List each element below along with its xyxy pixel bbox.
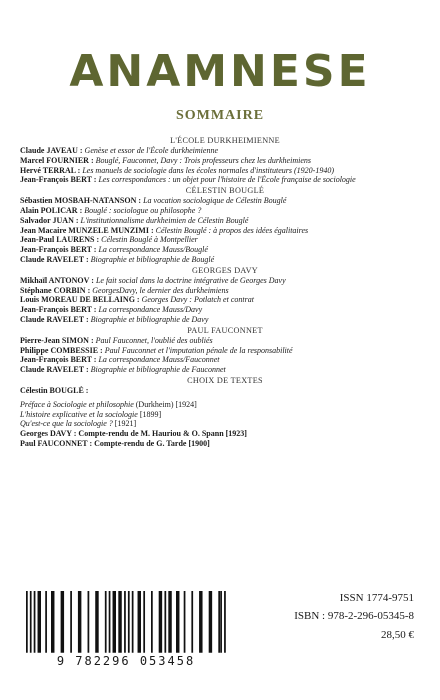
barcode-bar (61, 591, 64, 653)
barcode-bar (199, 591, 202, 653)
author: Hervé TERRAL (20, 165, 76, 175)
barcode-bar (159, 591, 162, 653)
work-title: Genèse et essor de l'École durkheimienne (84, 146, 218, 155)
barcode-bar (164, 591, 166, 653)
author: Claude RAVELET (20, 365, 84, 375)
list-item: Claude RAVELET : Biographie et bibliographie de Fauconnet (20, 365, 226, 375)
work-title: Qu'est-ce que la sociologie ? (20, 419, 113, 429)
barcode-bar (168, 591, 171, 653)
barcode-bar (132, 591, 134, 653)
barcode-bar (184, 591, 186, 653)
author: Pierre-Jean SIMON (20, 335, 89, 345)
work-title: Préface à Sociologie et philosophie (20, 399, 134, 409)
work-title: Georges Davy : Potlatch et contrat (141, 295, 254, 305)
section-heading: L'ÉCOLE DURKHEIMIENNE (170, 136, 280, 145)
author: Marcel FOURNIER (20, 155, 89, 165)
work-note: (Durkheim) [1924] (133, 399, 197, 409)
list-item: Philippe COMBESSIE : Paul Fauconnet et l'imputation pénale de la responsabilité (20, 345, 293, 355)
barcode-bar (78, 591, 81, 653)
author: Sébastien MOSBAH-NATANSON (20, 196, 137, 206)
work-title: La correspondance Mauss/Bouglé (98, 245, 208, 255)
barcode-bar (220, 591, 222, 653)
barcode-bar (191, 591, 193, 653)
table-of-contents (20, 135, 430, 449)
list-item: Pierre-Jean SIMON : Paul Fauconnet, l'oublié des oubliés (20, 335, 213, 345)
work-note: [1921] (112, 419, 137, 429)
section-heading: CHOIX DE TEXTES (187, 375, 263, 385)
author: Jean-François BERT (20, 245, 92, 255)
barcode-bar (51, 591, 54, 653)
work-title: Biographie et bibliographie de Davy (90, 314, 209, 324)
barcode-bar (26, 591, 28, 653)
barcode-bar (109, 591, 111, 653)
author: Philippe COMBESSIE (20, 345, 99, 355)
isbn: ISBN : 978-2-296-05345-8 (294, 610, 414, 622)
work-title: GeorgesDavy, le dernier des durkheimiens (92, 285, 229, 295)
work-title: Bouglé : sociologue ou philosophe ? (84, 205, 202, 215)
barcode-bar (218, 591, 220, 653)
work-title: Biographie et bibliographie de Bouglé (90, 254, 215, 264)
barcode-bar (88, 591, 90, 653)
issn: ISSN 1774-9751 (339, 592, 414, 604)
barcode-bar (113, 591, 116, 653)
list-item: Salvador JUAN : L'institutionnalisme durkheimien de Célestin Bouglé (20, 215, 249, 225)
list-item: Alain POLICAR : Bouglé : sociologue ou philosophe ? (20, 205, 202, 215)
choix-author: Célestin BOUGLÉ : (20, 385, 89, 395)
barcode-bar (138, 591, 141, 653)
author: Salvador JUAN (20, 215, 74, 225)
barcode-bar (34, 591, 36, 653)
journal-title: ANAMNESE (69, 46, 371, 97)
list-item: Hervé TERRAL : Les manuels de sociologie dans les écoles normales d'instituteurs (1920-1940) (20, 165, 334, 175)
work-title: Célestin Bouglé : à propos des idées égalitaires (155, 225, 309, 235)
list-item: Jean Macaire MUNZELE MUNZIMI : Célestin Bouglé : à propos des idées égalitaires (20, 225, 309, 235)
author: Mikhaïl ANTONOV (20, 275, 90, 285)
list-item: Sébastien MOSBAH-NATANSON : La vocation sociologique de Célestin Bouglé (20, 196, 287, 206)
work-title: La vocation sociologique de Célestin Bouglé (143, 196, 287, 206)
work-title: Le fait social dans la doctrine intégrative de Georges Davy (95, 275, 286, 285)
author: Claude JAVEAU (20, 146, 78, 155)
review-item: Georges DAVY : Compte-rendu de M. Hauriou & O. Spann [1923] (20, 429, 247, 439)
work-title: L'institutionnalisme durkheimien de Célestin Bouglé (80, 215, 249, 225)
barcode-bar (151, 591, 153, 653)
author: Louis MOREAU DE BELLAING (20, 295, 135, 305)
barcode-bar (209, 591, 212, 653)
author: Jean-François BERT (20, 175, 92, 185)
author: Jean-François BERT (20, 305, 92, 315)
barcode-bar (118, 591, 121, 653)
barcode-bar (105, 591, 107, 653)
list-item: Claude RAVELET : Biographie et bibliographie de Davy (20, 314, 209, 324)
work-title: Célestin Bouglé à Montpellier (101, 235, 198, 245)
author: Jean Macaire MUNZELE MUNZIMI (20, 225, 149, 235)
list-item: Louis MOREAU DE BELLAING : Georges Davy : Potlatch et contrat (20, 295, 254, 305)
work-note: [1899] (137, 409, 162, 419)
list-item: Mikhaïl ANTONOV : Le fait social dans la doctrine intégrative de Georges Davy (20, 275, 286, 285)
sommaire-heading: SOMMAIRE (175, 108, 265, 123)
barcode-bar (224, 591, 226, 653)
barcode-bar (38, 591, 41, 653)
list-item: Stéphane CORBIN : GeorgesDavy, le dernier des durkheimiens (20, 285, 229, 295)
barcode (20, 591, 232, 657)
author: Claude RAVELET (20, 314, 84, 324)
list-item: Jean-François BERT : La correspondance Mauss/Bouglé (20, 245, 208, 255)
section-heading: GEORGES DAVY (192, 265, 258, 275)
section-heading: CÉLESTIN BOUGLÉ (185, 186, 265, 196)
work-title: Bouglé, Fauconnet, Davy : Trois professeurs chez les durkheimiens (95, 155, 311, 165)
author: Jean-Paul LAURENS (20, 235, 95, 245)
list-item: Claude RAVELET : Biographie et bibliographie de Bouglé (20, 254, 215, 264)
barcode-bar (70, 591, 72, 653)
barcode-bar (128, 591, 130, 653)
list-item (20, 400, 430, 410)
work-title: La correspondance Mauss/Fauconnet (98, 355, 220, 365)
work-title: Les manuels de sociologie dans les écoles normales d'instituteurs (1920-1940) (82, 165, 334, 175)
author: Alain POLICAR (20, 205, 78, 215)
author: Stéphane CORBIN (20, 285, 86, 295)
work-title: Paul Fauconnet, l'oublié des oubliés (95, 335, 213, 345)
list-item: Jean-François BERT : Les correspondances : un objet pour l'histoire de l'École française de sociologie (20, 175, 356, 185)
work-title: L'histoire explicative et la sociologie (20, 409, 138, 419)
barcode-bar (143, 591, 145, 653)
author: Jean-François BERT (20, 355, 92, 365)
barcode-digits: 9 782296 053458 (56, 654, 196, 668)
list-item (20, 410, 430, 420)
barcode-bar (30, 591, 32, 653)
list-item: Claude JAVEAU : Genèse et essor de l'École durkheimienne (20, 146, 218, 155)
work-title: Biographie et bibliographie de Fauconnet (90, 365, 226, 375)
section-heading: PAUL FAUCONNET (187, 325, 263, 335)
work-title: La correspondance Mauss/Davy (98, 305, 203, 315)
price: 28,50 € (381, 629, 414, 641)
review-item: Paul FAUCONNET : Compte-rendu de G. Tarde [1900] (20, 438, 210, 448)
author: Claude RAVELET (20, 254, 84, 264)
list-item: Jean-François BERT : La correspondance Mauss/Davy (20, 305, 203, 315)
list-item (20, 419, 430, 429)
work-title: Paul Fauconnet et l'imputation pénale de la responsabilité (104, 345, 293, 355)
barcode-bar (176, 591, 179, 653)
work-title: Les correspondances : un objet pour l'histoire de l'École française de sociologie (98, 175, 356, 185)
list-item: Marcel FOURNIER : Bouglé, Fauconnet, Davy : Trois professeurs chez les durkheimiens (20, 155, 311, 165)
list-item: Jean-François BERT : La correspondance Mauss/Fauconnet (20, 355, 220, 365)
list-item: Jean-Paul LAURENS : Célestin Bouglé à Montpellier (20, 235, 198, 245)
barcode-bar (95, 591, 98, 653)
barcode-bar (124, 591, 126, 653)
barcode-bar (45, 591, 47, 653)
